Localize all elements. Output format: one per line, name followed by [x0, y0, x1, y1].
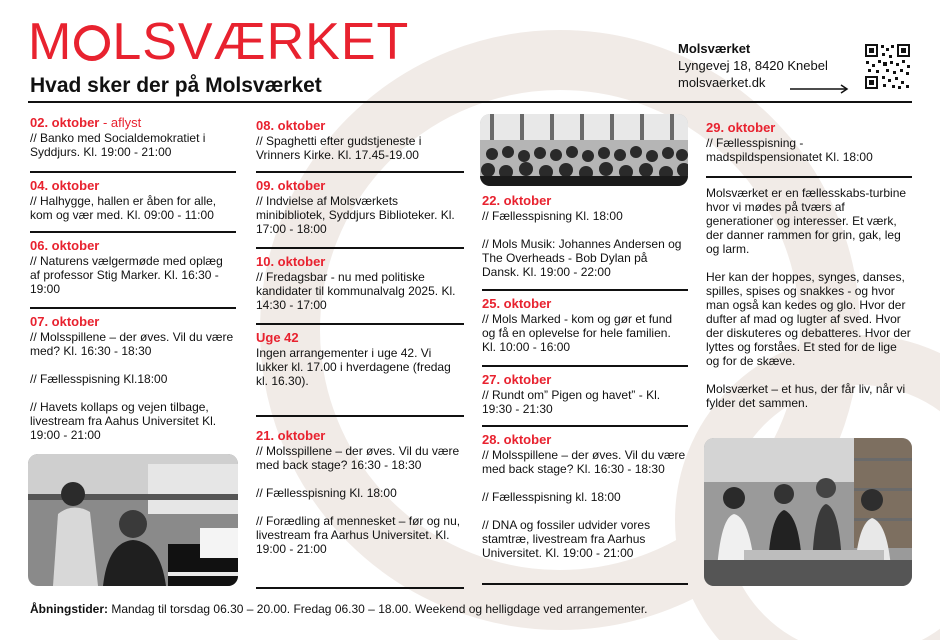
event-block	[256, 249, 464, 325]
event-block	[30, 233, 236, 309]
event-date: 10. oktober	[256, 254, 326, 269]
event-text: Ingen arrangementer i uge 42. Vi lukker kl. 17.00 i hverdagene (fredag kl. 16.30).	[256, 346, 451, 388]
about-text: Molsværket er en fællesskabs-turbine hvor vi mødes på tværs af generationer og interesser. Et værk, der danner rammen for grin, gak, leg og larm. Her kan der hoppes, synges, danses, spilles, spises og snakkes - og hvor man også kan kedes og glo. Hvor der dufter af mad og lugter af sved. Hvor der diskuteres og debatteres. Hvor der lyttes og forståes. Et sted for de lige og for de skæve. Molsværket – et hus, der får liv, når vi fylder det sammen.	[706, 186, 911, 410]
event-text: // Indvielse af Molsværkets minibibliotek, Syddjurs Biblioteker. Kl. 17:00 - 18:00	[256, 194, 455, 236]
event-block	[256, 173, 464, 249]
event-text: // Mols Marked - kom og gør et fund og få en oplevelse for hele familien. Kl. 10:00 - 16:00	[482, 312, 673, 354]
event-text: // Banko med Socialdemokratiet i Syddjurs. Kl. 19:00 - 21:00	[30, 131, 206, 159]
event-date: 22. oktober	[482, 193, 552, 208]
event-text: // Fredagsbar - nu med politiske kandidater til kommunalvalg 2025. Kl. 14:30 - 17:00	[256, 270, 456, 312]
event-date: 09. oktober	[256, 178, 326, 193]
event-block	[256, 325, 464, 417]
event-block	[482, 367, 688, 427]
event-text: // Halhygge, hallen er åben for alle, kom og vær med. Kl. 09:00 - 11:00	[30, 194, 217, 222]
event-block	[256, 113, 464, 173]
address-web: molsvaerket.dk	[678, 75, 766, 90]
event-date: 02. oktober - aflyst	[30, 115, 142, 130]
address-street: Lyngevej 18, 8420 Knebel	[678, 58, 828, 73]
event-block	[482, 291, 688, 367]
column-3	[482, 189, 688, 585]
photo-musicians	[28, 454, 238, 586]
photo-food-serving	[704, 438, 912, 586]
column-4	[706, 115, 912, 178]
address-name: Molsværket	[678, 41, 751, 56]
event-date: 08. oktober	[256, 118, 326, 133]
event-text: // Spaghetti efter gudstjeneste i Vrinners Kirke. Kl. 17.45-19.00	[256, 134, 422, 162]
event-block	[30, 113, 236, 173]
event-text: // Molsspillene – der øves. Vil du være med back stage? 16:30 - 18:30 // Fællesspisning Kl. 18:00 // Forædling af mennesket – før og nu, livestream fra Aarhus Universitet. Kl. 19:00 - 21:00	[256, 444, 461, 556]
photo-audience	[480, 114, 688, 186]
event-text: // Fællesspisning - madspildspensionatet Kl. 18:00	[706, 136, 873, 164]
event-date: 21. oktober	[256, 428, 326, 443]
page-title: Hvad sker der på Molsværket	[30, 74, 322, 97]
arrow-right-icon	[790, 84, 850, 94]
event-block	[706, 115, 912, 178]
qr-code-icon	[864, 43, 911, 90]
column-1	[30, 113, 236, 442]
event-text: // Naturens vælgermøde med oplæg af professor Stig Marker. Kl. 16:30 - 19:00	[30, 254, 223, 296]
event-text: // Molsspillene – der øves. Vil du være med back stage? Kl. 16:30 - 18:30 // Fællesspisning kl. 18:00 // DNA og fossiler udvider vores stamtræ, livestream fra Aarhus Universitet. Kl. 19:00 - 21:00	[482, 448, 686, 560]
event-date: 04. oktober	[30, 178, 100, 193]
brand-logo: M LSVÆRKET	[28, 13, 410, 71]
event-date: 06. oktober	[30, 238, 100, 253]
event-block	[30, 173, 236, 233]
event-date: 07. oktober	[30, 314, 100, 329]
event-block	[482, 189, 688, 291]
event-date: 25. oktober	[482, 296, 552, 311]
event-text: // Fællesspisning Kl. 18:00 // Mols Musik: Johannes Andersen og The Overheads - Bob Dylan på Dansk. Kl. 19:00 - 22:00	[482, 209, 682, 279]
event-text: // Molsspillene – der øves. Vil du være med? Kl. 16:30 - 18:30 // Fællesspisning Kl.18:00 // Havets kollaps og vejen tilbage, livestream fra Aahus Universitet Kl. 19:00 - 21:00	[30, 330, 234, 442]
event-block	[256, 417, 464, 589]
logo-circle-icon	[74, 25, 110, 61]
event-date: Uge 42	[256, 330, 299, 345]
event-block	[482, 427, 688, 585]
event-date: 28. oktober	[482, 432, 552, 447]
event-block	[30, 309, 236, 442]
event-text: // Rundt om” Pigen og havet” - Kl. 19:30 - 21:30	[482, 388, 661, 416]
event-date: 27. oktober	[482, 372, 552, 387]
header-divider	[28, 101, 912, 103]
event-date: 29. oktober	[706, 120, 776, 135]
opening-hours: Åbningstider: Mandag til torsdag 06.30 – 20.00. Fredag 06.30 – 18.00. Weekend og helligdage ved arrangementer.	[30, 602, 648, 616]
column-2	[256, 113, 464, 589]
